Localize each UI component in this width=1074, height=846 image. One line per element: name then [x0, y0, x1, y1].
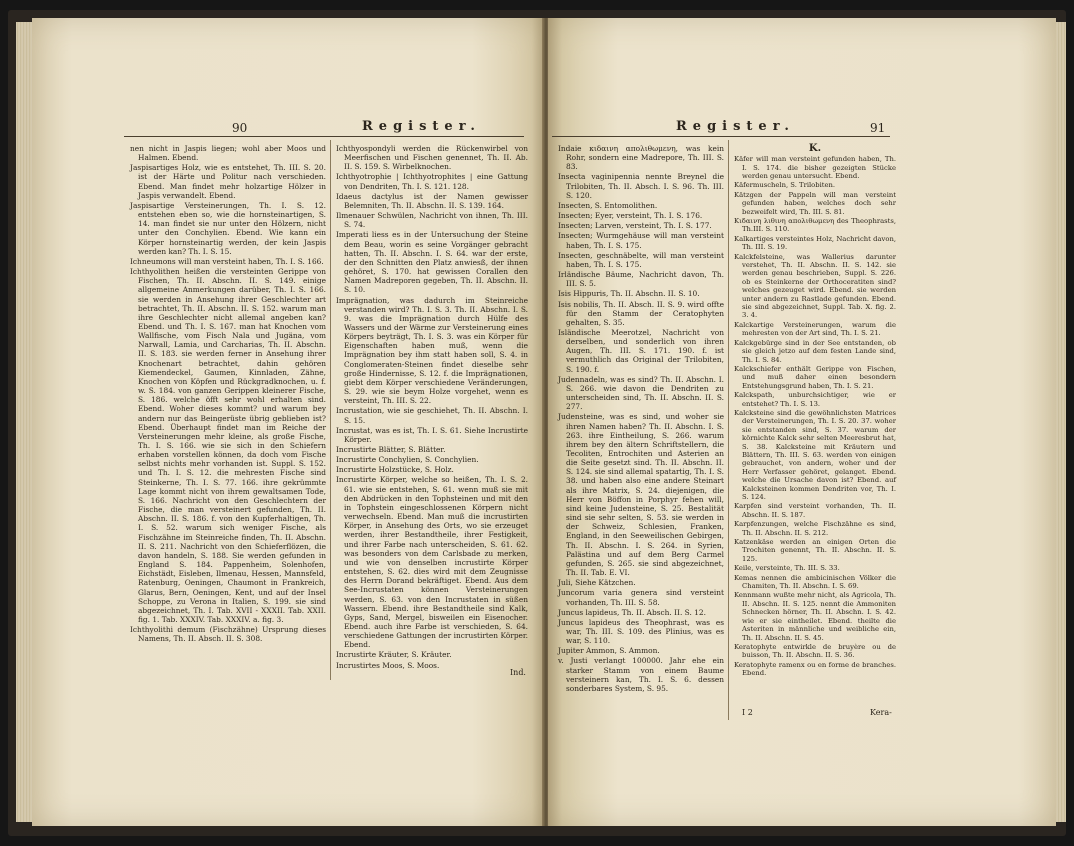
index-entry: Judensteine, was es sind, und woher sie ihren Namen haben? Th. II. Abschn. I. S. 263. ihre Eintheilung, S. 266. warum ihrem bey den ältern Schriftstellern, die Tecoliten, Entrochiten und Asterien an die Seite gesetzt sind. Th. II. Abschn. II. S. 124. sie sind allemal spatartig, Th. I. S. 38. und haben also eine andere Steinart als ihre Matrix, S. 24. diejenigen, die Herr von Böffon in Porphyr fehen will, sind keine Judensteine, S. 25. Bestalität sind sie sehr selten, S. 53. sie werden in der Schweiz, Schlesien, Franken, England, in den Seeweilischen Gebirgen, Th. II. Abschn. I. S. 264. in Syrien, Palästina und auf dem Berg Carmel gefunden, S. 265. sie sind abgezeichnet, Th. II. Tab. E. VI. — [558, 412, 724, 578]
index-entry: Ichthyolithi demum (Fischzähne) Ursprung dieses Namens, Th. II. Absch. II. S. 308. — [130, 625, 326, 644]
index-entry: Imprägnation, was dadurch im Steinreiche verstanden wird? Th. I. S. 3. Th. II. Abschn. I. S. 9. was die Imprägnation durch Hülfe des Wassers und der Wärme zur Versteinerung eines Körpers beyträgt, Th. I. S. 3. was ein Körper für Eigenschaften haben muß, wenn die Imprägnation bey ihm statt haben soll, S. 4. in Conglomeraten-Steinen findet dieselbe sehr große Hindernisse, S. 12. f. die Imprägnationen, giebt dem Körper verschiedene Veränderungen, S. 29. wie sie beym Holze vorgehet, wenn es versteint, Th. III. S. 22. — [336, 295, 528, 406]
header-rule — [124, 136, 524, 137]
index-entry: Juli, Siehe Kätzchen. — [558, 578, 636, 588]
running-head: Register. — [676, 119, 795, 134]
index-entry: Kalkartiges versteintes Holz, Nachricht davon, Th. III. S. 19. — [734, 234, 896, 252]
signature-mark: I 2 — [742, 708, 753, 717]
index-entry: Incrustirte Blätter, S. Blätter. — [336, 445, 446, 454]
index-entry: Insecten; Eyer, versteint, Th. I. S. 176. — [558, 211, 703, 221]
index-entry: v. Justi verlangt 100000. Jahr ehe ein starker Stamm von einem Baume versteinern kan, Th. I. S. 6. dessen sonderbares System, S. 95. — [558, 656, 724, 693]
index-entry: Jupiter Ammon, S. Ammon. — [558, 646, 660, 656]
index-entry: Ichthyolithen heißen die versteinten Gerippe von Fischen, Th. II. Abschn. II. S. 149. einige allgemeine Anmerkungen darüber, Th. I. S. 166. sie werden in Ansehung ihrer Geschlechter art betrachtet, Th. II. Abschn. II. S. 152. warum man ihre Geschlechter nicht allemal angeben kan? Ebend. und Th. I. S. 167. man hat Knochen vom Wallfische, vom Fisch Nala und Jugäna, vom Narwall, Lamia, und Carcharias, Th. II. Abschn. II. S. 183. sie werden ferner in Ansehung ihrer Knochenart betrachtet, dahin gehören Kiemendeckel, Gaumen, Kinnladen, Zähne, Knochen von Köpfen und Rückgradknochen, u. f. w. S. 184. von ganzen Gerippen kleinerer Fische, S. 186. welche öfft sehr wohl erhalten sind. Ebend. Woher dieses kommt? und warum bey andern nur das Beingerüste übrig geblieben ist? Ebend. Überhaupt findet man im Reiche der Versteinerungen mehr kleine, als große Fische, Th. I. S. 166. wie sie sich in den Schiefern erhaben vorstellen können, da doch vom Fische selbst nichts mehr vorhanden ist. Suppl. S. 152. und Th. I. S. 12. die mehresten Fische sind Steinkerne, Th. I. S. 77. 166. ihre gekrümmte Lage kommt nicht von ihrem gewaltsamen Tode, S. 166. Nachricht von den Geschlechtern der Fische, die man versteinert gefunden, Th. II. Abschn. II. S. 186. f. von den Kupferhaltigen, Th. I. S. 52. warum sich weniger Fische, als Fischzähne im Steinreiche finden, Th. II. Abschn. II. S. 211. Nachricht von den Schieferflözen, die davon handeln, S. 188. Sie werden gefunden in England S. 184. Pappenheim, Solenhofen, Eichstädt, Eisleben, Ilmenau, Hessen, Mannsfeld, Ratenburg, Oeningen, Chaumont in Frankreich, Glarus, Bern, Oeningen, Kent, und auf der Insel Schoppe, zu Verona in Italien, S. 199. sie sind abgezeichnet, Th. I. Tab. XVII - XXXII. Tab. XXII. fig. 1. Tab. XXXIV. Tab. XXXIV. a. fig. 3. — [130, 267, 326, 624]
index-entry: Insecta vaginipennia nennte Breynel die Trilobiten, Th. II. Absch. I. S. 96. Th. III. S. 120. — [558, 172, 724, 200]
index-entry: Isländische Meerotzel, Nachricht von derselben, und sonderlich von ihren Augen, Th. III. S. 171. 190. f. ist vermuthlich das Original der Trilobiten, S. 190. f. — [558, 327, 724, 374]
index-entry: Jaspisartige Versteinerungen, Th. I. S. 12. entstehen eben so, wie die hornsteinartigen, S. 14. man findet sie nur unter den Hölzern, nicht unter den Conchylien. Ebend. Wie kann ein Körper hornsteinartig werden, der kein Jaspis werden kan? Th. I. S. 15. — [130, 200, 326, 256]
index-entry: Isis nobilis, Th. II. Absch. II. S. 9. wird offte für den Stamm der Ceratophyten gehalten, S. 35. — [558, 299, 724, 327]
index-entry: Incrustirte Holzstücke, S. Holz. — [336, 465, 454, 475]
index-entry: Ilmenauer Schwülen, Nachricht von ihnen, Th. III. S. 74. — [336, 211, 528, 230]
index-entry: Keratophyte ramenx ou en forme de branches. Ebend. — [734, 660, 896, 678]
index-entry: Ichthyotrophie | Ichthyotrophites | eine Gattung von Dendriten, Th. I. S. 121. 128. — [336, 172, 528, 191]
index-entry: Isis Hippuris, Th. II. Abschn. II. S. 10. — [558, 289, 700, 299]
index-entry: Incrustirte Kräuter, S. Kräuter. — [336, 650, 452, 660]
column-divider — [330, 140, 331, 680]
index-entry: Insecten, S. Entomolithen. — [558, 200, 658, 210]
index-entry: Incrustirte Körper, welche so heißen, Th. I. S. 2. 61. wie sie entstehen, S. 61. wenn muß sie mit den Abdrücken in den Tophsteinen und mit den in Tophstein eingeschlossenen Körpern nicht verwechseln. Ebend. Man muß die incrustirten Körper, in Ansehung des Orts, wo sie erzeuget werden, ihrer Bestandtheile, ihrer Festigkeit, und ihrer Farbe nach unterscheiden, S. 61. 62. was besonders von dem Carlsbade zu merken, und wie von denselben incrustirte Körper entstehen, S. 62. dies wird mit dem Zeugnisse des Herrn Dorand bekräftiget. Ebend. Aus dem See-Incrustaten können Versteinerungen werden, S. 63. von den Incrustaten in süßen Wassern. Ebend. ihre Bestandtheile sind Kalk, Gyps, Sand, Mergel, bisweilen ein Eisenocher. Ebend. auch ihre Farbe ist verschieden, S. 64. verschiedene Gattungen der incrustirten Körper. Ebend. — [336, 475, 528, 650]
index-entry: Karpfen sind versteint vorhanden, Th. II. Abschn. II. S. 187. — [734, 502, 896, 519]
index-entry: Kalckfelsteine, was Wallerius darunter verstehet, Th. II. Abschn. II. S. 142. sie werden genau beschrieben, Suppl. S. 226. ob es Steinkerne der Orthoceratiten sind? welches gezeuget wird. Ebend. sie werden unter andern zu Rastlade gefunden. Ebend. sie sind abgezeichnet, Suppl. Tab. X. fig. 2. 3. 4. — [734, 252, 896, 320]
index-column-right-2 — [734, 144, 896, 679]
index-entry: Irländische Bäume, Nachricht davon, Th. III. S. 5. — [558, 270, 724, 289]
index-entry: Juncorum varia genera sind versteint vorhanden, Th. III. S. 58. — [558, 588, 724, 607]
index-entry: Kätzgen der Pappeln will man versteint gefunden haben, welches doch sehr bezweifelt wird, Th. III. S. 81. — [734, 190, 896, 216]
index-entry: Käfer will man versteint gefunden haben, Th. I. S. 174. die bisher gezeigten Stücke werden genau untersucht. Ebend. — [734, 155, 896, 180]
index-entry: Insecten, geschnäbelte, will man versteint haben, Th. I. S. 175. — [558, 250, 724, 269]
index-entry: Keile, versteinte, Th. III. S. 33. — [734, 564, 840, 573]
section-letter: K. — [808, 143, 822, 154]
index-entry: Insecten; Wurmgehäuse will man versteint haben, Th. I. S. 175. — [558, 231, 724, 250]
index-entry: Judennadeln, was es sind? Th. II. Abschn. I. S. 266. wie davon die Dendriten zu unterscheiden sind, Th. II. Abschn. II. S. 277. — [558, 374, 724, 412]
index-entry: Imperati liess es in der Untersuchung der Steine dem Beau, worin es seine Vorgänger gebracht hatten, Th. II. Abschn. I. S. 64. war der erste, der den Schnitten den Platz anwiesß, der ihnen gehöret, S. 170. hat gewissen Corallen den Namen Madreporen gegeben, Th. II. Abschn. II. S. 10. — [336, 230, 528, 295]
index-entry: Kalckartige Versteinerungen, warum die mehresten von der Art sind, Th. I. S. 21. — [734, 320, 896, 338]
index-entry: Juncus lapideus des Theophrast, was es war, Th. III. S. 109. des Plinius, was es war, S. 110. — [558, 617, 724, 646]
left-page — [32, 18, 544, 826]
index-entry: Jaspisartiges Holz, wie es entstehet, Th. III. S. 20. ist der Härte und Politur nach verschieden. Ebend. Man findet mehr holzartige Hölzer in Jaspis verwandelt. Ebend. — [130, 163, 326, 200]
index-entry: Incrustirtes Moos, S. Moos. — [336, 660, 440, 670]
index-entry: nen nicht in Jaspis liegen; wohl aber Moos und Halmen. Ebend. — [130, 144, 326, 163]
index-entry: Katzenkäse werden an einigen Orten die Trochiten genennt, Th. II. Abschn. II. S. 125. — [734, 538, 896, 563]
index-entry: Karpfenzungen, welche Fischzähne es sind, Th. II. Abschn. II. S. 212. — [734, 520, 896, 537]
catchword: Kera- — [870, 708, 892, 717]
index-entry: Keratophyte entwirkle de bruyère ou de buisson, Th. II. Abschn. II. S. 36. — [734, 642, 896, 660]
index-entry: Kalcksteine sind die gewöhnlichsten Matrices der Versteinerungen, Th. I. S. 20. 37. woher sie entstanden sind, S. 37. warum der körnichte Kalck sehr selten Meeresbrut hat, S. 38. Kalcksteine mit Kräutern und Blättern, Th. III. S. 63. werden von einigen gebrauchet, von andern, woher und der Herr Verfasser gehöret, gelanget. Ebend. welche die Ursache davon ist? Ebend. auf Kalcksteinen kommen Dendriten vor, Th. I. S. 124. — [734, 408, 896, 501]
index-entry: Juncus lapideus, Th. II. Absch. II. S. 12. — [558, 607, 706, 617]
index-entry: Incrustirte Conchylien, S. Conchylien. — [336, 455, 479, 465]
right-page — [548, 18, 1056, 826]
index-entry: Idaeus dactylus ist der Namen gewisser Belemniten, Th. II. Abschn. II. S. 139. 164. — [336, 191, 528, 210]
index-entry: Kalckgebürge sind in der See entstanden, ob sie gleich jetzo auf dem festen Lande sind, Th. I. S. 84. — [734, 338, 896, 364]
book-spread — [8, 10, 1066, 836]
column-divider — [728, 140, 729, 720]
index-entry: Käfermuscheln, S. Trilobiten. — [734, 181, 836, 190]
header-rule — [552, 136, 890, 137]
index-column-left-2 — [336, 144, 528, 671]
index-entry: Ichthyospondyli werden die Rückenwirbel von Meerfischen und Fischen genennet, Th. II. Ab. II. S. 159. S. Wirbelknochen. — [336, 144, 528, 172]
index-entry: Incrustation, wie sie geschiehet, Th. II. Abschn. I. S. 15. — [336, 406, 528, 425]
running-head: Register. — [362, 119, 481, 134]
index-entry: Kalckspath, unburchsichtiger, wie er entstehet? Th. I. S. 13. — [734, 391, 896, 408]
page-number: 91 — [870, 121, 886, 135]
index-column-left-1 — [130, 144, 326, 644]
index-entry: Kalckschiefer enthält Gerippe von Fischen, und muß daher einen besondern Entstehungsgrund haben, Th. I. S. 21. — [734, 364, 896, 390]
index-entries — [734, 155, 896, 677]
index-entry: Kennmann wußte mehr nicht, als Agricola, Th. II. Abschn. II. S. 125. nennt die Ammoniten Schnecken hörner, Th. II. Abschn. I. S. 42. wie er sie eintheilet. Ebend. theilte die Asteriten in männliche und weibliche ein, Th. II. Abschn. II. S. 45. — [734, 591, 896, 642]
page-number: 90 — [232, 121, 248, 135]
index-entry: Incrustat, was es ist, Th. I. S. 61. Siehe Incrustirte Körper. — [336, 425, 528, 444]
index-entry: Ichneumons will man versteint haben, Th. I. S. 166. — [130, 256, 324, 266]
index-entry: Indaie κιδαινη απολιθωμενη, was kein Rohr, sondern eine Madrepore, Th. III. S. 83. — [558, 144, 724, 172]
catchword: Ind. — [510, 668, 526, 677]
index-entry: Insecten; Larven, versteint, Th. I. S. 177. — [558, 221, 712, 231]
index-entry: Kemas nennen die ambicinischen Völker die Chamiten, Th. II. Abschn. I. S. 69. — [734, 573, 896, 591]
index-column-right-1 — [558, 144, 724, 694]
index-entry: Κιδαινη λιθινη απολιθωμενη des Theophrasts, Th.III. S. 110. — [734, 217, 896, 234]
